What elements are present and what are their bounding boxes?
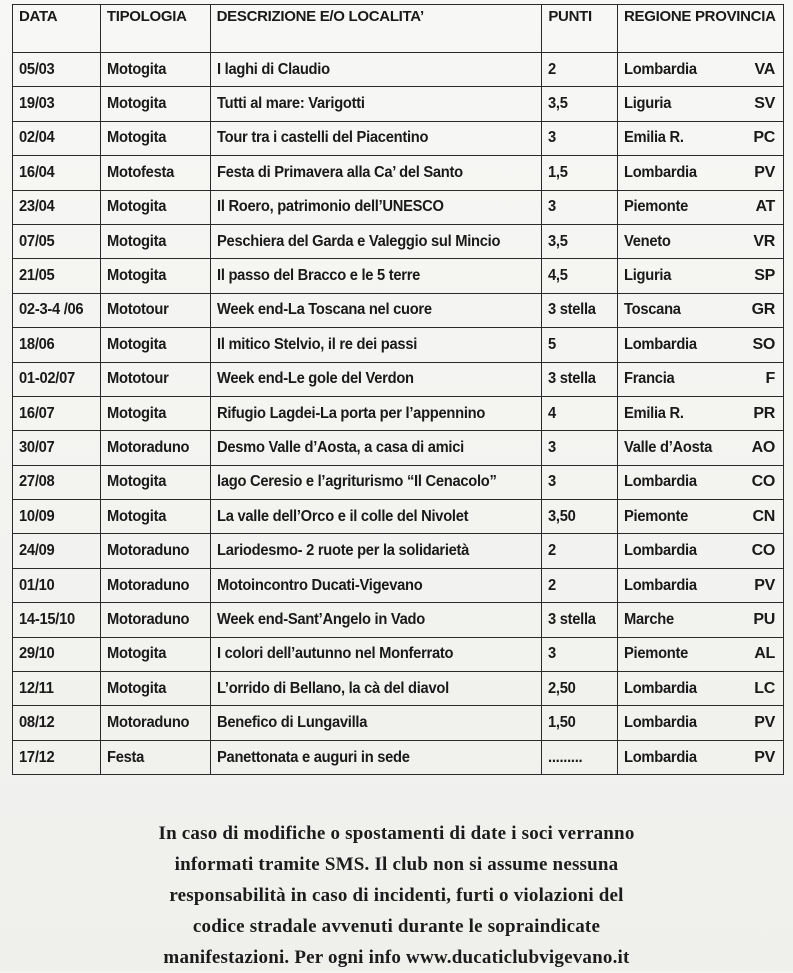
cell-date-text: 19/03 [19, 95, 55, 113]
cell-province: LC [754, 679, 775, 697]
table-row [13, 362, 784, 396]
table-row [13, 500, 784, 534]
cell-points [542, 465, 618, 499]
cell-type [100, 637, 210, 671]
cell-description [210, 672, 542, 706]
table-row [13, 53, 784, 87]
cell-type [100, 672, 210, 706]
cell-description [210, 362, 542, 396]
cell-type [100, 53, 210, 87]
cell-points [542, 534, 618, 568]
cell-type-text: Motoraduno [106, 714, 190, 732]
cell-province: GR [751, 301, 775, 319]
cell-type-text: Motogita [106, 335, 166, 353]
table-row [13, 706, 784, 740]
header-date: DATA [13, 5, 101, 53]
table-row [13, 672, 784, 706]
cell-points [542, 568, 618, 602]
cell-type [100, 190, 210, 224]
cell-type-text: Motogita [106, 507, 166, 525]
note-line: informati tramite SMS. Il club non si assume nessuna [174, 854, 619, 875]
cell-province: AL [754, 645, 775, 663]
cell-points [542, 740, 618, 774]
cell-date [13, 740, 101, 774]
cell-description [210, 706, 542, 740]
cell-type [100, 740, 210, 774]
cell-description-text: Il mitico Stelvio, il re dei passi [216, 335, 417, 353]
table-row [13, 293, 784, 327]
header-description: DESCRIZIONE E/O LOCALITA’ [210, 5, 542, 53]
cell-date-text: 05/03 [19, 60, 55, 78]
events-table [12, 4, 784, 775]
cell-region: Lombardia [624, 335, 697, 353]
cell-type-text: Mototour [106, 370, 169, 388]
cell-region: Lombardia [624, 163, 697, 181]
table-row [13, 431, 784, 465]
cell-type-text: Motoraduno [106, 576, 190, 594]
cell-description [210, 534, 542, 568]
cell-type [100, 87, 210, 121]
cell-type [100, 293, 210, 327]
cell-description [210, 224, 542, 258]
cell-points [542, 396, 618, 430]
cell-type-text: Motogita [106, 404, 166, 422]
cell-description-text: I colori dell’autunno nel Monferrato [216, 645, 453, 663]
cell-description-text: lago Ceresio e l’agriturismo “Il Cenacolo” [216, 473, 497, 491]
cell-points-text: 2 [548, 60, 557, 78]
cell-province: AT [755, 198, 775, 216]
cell-points-text: 2,50 [548, 679, 576, 697]
cell-type-text: Motogita [106, 95, 166, 113]
cell-date [13, 672, 101, 706]
cell-type [100, 121, 210, 155]
cell-province: PV [754, 163, 775, 181]
cell-date-text: 30/07 [19, 438, 55, 456]
table-row [13, 740, 784, 774]
cell-date [13, 121, 101, 155]
cell-description [210, 396, 542, 430]
cell-date-text: 16/07 [19, 404, 55, 422]
cell-points-text: 2 [548, 542, 557, 560]
cell-points-text: 4,5 [548, 267, 568, 285]
cell-region: Lombardia [624, 60, 697, 78]
note-line: manifestazioni. Per ogni info www.ducaticlubvigevano.it [163, 947, 630, 968]
cell-date [13, 431, 101, 465]
cell-type-text: Motogita [106, 198, 166, 216]
cell-region-province [618, 740, 784, 774]
cell-description [210, 190, 542, 224]
cell-region-province [618, 603, 784, 637]
cell-date [13, 637, 101, 671]
cell-type [100, 156, 210, 190]
table-body [13, 53, 784, 775]
cell-description-text: Benefico di Lungavilla [216, 714, 367, 732]
table-row [13, 224, 784, 258]
cell-region: Toscana [624, 301, 681, 319]
table-row [13, 603, 784, 637]
cell-description-text: Week end-Le gole del Verdon [216, 370, 414, 388]
cell-type-text: Motogita [106, 645, 166, 663]
cell-province: CN [752, 507, 775, 525]
cell-region-province [618, 293, 784, 327]
cell-description [210, 259, 542, 293]
cell-description-text: Motoincontro Ducati-Vigevano [216, 576, 423, 594]
cell-points [542, 87, 618, 121]
cell-description [210, 53, 542, 87]
cell-date-text: 02-3-4 /06 [19, 301, 84, 319]
cell-region: Lombardia [624, 542, 697, 560]
cell-province: VA [754, 60, 775, 78]
cell-region: Francia [624, 370, 675, 388]
cell-points-text: 3 [548, 473, 557, 491]
cell-points-text: 5 [548, 335, 557, 353]
cell-type-text: Motoraduno [106, 542, 190, 560]
cell-description-text: Il passo del Bracco e le 5 terre [216, 267, 420, 285]
cell-date [13, 87, 101, 121]
cell-points-text: 3 [548, 129, 557, 147]
cell-type-text: Festa [106, 748, 144, 766]
cell-description-text: La valle dell’Orco e il colle del Nivolet [216, 507, 468, 525]
cell-description [210, 637, 542, 671]
cell-type [100, 259, 210, 293]
table-row [13, 190, 784, 224]
cell-region-province [618, 500, 784, 534]
cell-date-text: 07/05 [19, 232, 55, 250]
cell-type [100, 396, 210, 430]
cell-description-text: Rifugio Lagdei-La porta per l’appennino [216, 404, 485, 422]
cell-points [542, 500, 618, 534]
cell-description-text: Desmo Valle d’Aosta, a casa di amici [216, 438, 464, 456]
cell-region: Liguria [624, 95, 672, 113]
cell-region-province [618, 87, 784, 121]
cell-region: Piemonte [624, 198, 689, 216]
table-row [13, 156, 784, 190]
cell-date [13, 190, 101, 224]
cell-type-text: Motogita [106, 129, 166, 147]
cell-province: CO [751, 473, 775, 491]
cell-points [542, 156, 618, 190]
cell-region-province [618, 121, 784, 155]
cell-description [210, 87, 542, 121]
table-row [13, 87, 784, 121]
cell-region-province [618, 706, 784, 740]
cell-region-province [618, 259, 784, 293]
cell-points-text: ......... [548, 748, 583, 766]
cell-points-text: 3 stella [548, 610, 597, 628]
cell-region-province [618, 672, 784, 706]
cell-region-province [618, 362, 784, 396]
cell-region-province [618, 465, 784, 499]
cell-province: PR [753, 404, 775, 422]
cell-region: Lombardia [624, 473, 697, 491]
cell-description [210, 568, 542, 602]
cell-date [13, 259, 101, 293]
cell-type-text: Motogita [106, 60, 166, 78]
cell-type [100, 603, 210, 637]
cell-date-text: 18/06 [19, 335, 55, 353]
cell-type [100, 362, 210, 396]
cell-description-text: Week end-Sant’Angelo in Vado [216, 610, 425, 628]
cell-date [13, 706, 101, 740]
cell-region: Piemonte [624, 507, 689, 525]
cell-points-text: 3 [548, 198, 557, 216]
cell-description-text: Lariodesmo- 2 ruote per la solidarietà [216, 542, 469, 560]
cell-date-text: 29/10 [19, 645, 55, 663]
cell-points [542, 637, 618, 671]
cell-province: CO [751, 542, 775, 560]
table-row [13, 534, 784, 568]
cell-date-text: 10/09 [19, 507, 55, 525]
cell-description-text: L’orrido di Bellano, la cà del diavol [216, 679, 449, 697]
cell-points [542, 293, 618, 327]
cell-points-text: 1,5 [548, 163, 568, 181]
table-header-row [13, 5, 784, 53]
cell-province: PV [754, 576, 775, 594]
cell-date [13, 328, 101, 362]
cell-points-text: 2 [548, 576, 557, 594]
cell-type [100, 431, 210, 465]
cell-date-text: 23/04 [19, 198, 55, 216]
cell-points [542, 53, 618, 87]
cell-province: AO [751, 438, 775, 456]
cell-description-text: I laghi di Claudio [216, 60, 330, 78]
cell-description [210, 156, 542, 190]
cell-description-text: Il Roero, patrimonio dell’UNESCO [216, 198, 444, 216]
cell-date-text: 16/04 [19, 163, 55, 181]
cell-date-text: 17/12 [19, 748, 55, 766]
cell-province: VR [753, 232, 775, 250]
cell-region-province [618, 224, 784, 258]
cell-date-text: 21/05 [19, 267, 55, 285]
cell-type [100, 465, 210, 499]
cell-description [210, 293, 542, 327]
cell-region-province [618, 637, 784, 671]
cell-date [13, 396, 101, 430]
cell-region: Lombardia [624, 714, 697, 732]
cell-points [542, 706, 618, 740]
cell-points [542, 328, 618, 362]
cell-type-text: Motogita [106, 267, 166, 285]
cell-region: Piemonte [624, 645, 689, 663]
cell-description-text: Week end-La Toscana nel cuore [216, 301, 432, 319]
cell-type [100, 706, 210, 740]
header-points: PUNTI [542, 5, 618, 53]
note-line: In caso di modifiche o spostamenti di date i soci verranno [158, 823, 635, 844]
cell-points-text: 3,50 [548, 507, 576, 525]
cell-province: PV [754, 748, 775, 766]
cell-province: SO [752, 335, 775, 353]
cell-date [13, 500, 101, 534]
cell-type [100, 534, 210, 568]
cell-date [13, 53, 101, 87]
cell-region-province [618, 568, 784, 602]
cell-date [13, 156, 101, 190]
cell-type [100, 500, 210, 534]
cell-points [542, 224, 618, 258]
cell-region-province [618, 396, 784, 430]
cell-region: Veneto [624, 232, 671, 250]
cell-points [542, 362, 618, 396]
cell-region: Emilia R. [624, 404, 684, 422]
cell-date [13, 362, 101, 396]
cell-description [210, 121, 542, 155]
cell-region: Marche [624, 610, 674, 628]
cell-description-text: Tutti al mare: Varigotti [216, 95, 365, 113]
cell-region: Lombardia [624, 576, 697, 594]
cell-province: PU [753, 610, 775, 628]
cell-region-province [618, 534, 784, 568]
cell-date-text: 27/08 [19, 473, 55, 491]
cell-province: F [765, 370, 775, 388]
cell-points-text: 3 [548, 438, 557, 456]
cell-points-text: 3 stella [548, 370, 597, 388]
cell-date [13, 293, 101, 327]
cell-points-text: 1,50 [548, 714, 576, 732]
cell-type [100, 328, 210, 362]
cell-points [542, 259, 618, 293]
cell-points [542, 431, 618, 465]
cell-description-text: Festa di Primavera alla Ca’ del Santo [216, 163, 463, 181]
cell-description [210, 465, 542, 499]
cell-description [210, 328, 542, 362]
footer-note [40, 818, 753, 973]
cell-type [100, 568, 210, 602]
cell-region: Liguria [624, 267, 672, 285]
cell-province: PC [753, 129, 775, 147]
cell-region-province [618, 328, 784, 362]
cell-date-text: 01-02/07 [19, 370, 75, 388]
cell-description [210, 500, 542, 534]
cell-region: Emilia R. [624, 129, 684, 147]
cell-date-text: 12/11 [19, 679, 54, 697]
cell-type-text: Motoraduno [106, 438, 190, 456]
note-line: responsabilità in caso di incidenti, furti o violazioni del [169, 885, 624, 906]
cell-points-text: 3 stella [548, 301, 597, 319]
cell-description-text: Panettonata e auguri in sede [216, 748, 410, 766]
cell-date [13, 465, 101, 499]
cell-date-text: 02/04 [19, 129, 55, 147]
table-row [13, 568, 784, 602]
header-type: TIPOLOGIA [100, 5, 210, 53]
cell-region-province [618, 431, 784, 465]
cell-type-text: Motofesta [106, 163, 174, 181]
cell-points-text: 3,5 [548, 232, 568, 250]
note-line: codice stradale avvenuti durante le sopraindicate [192, 916, 601, 937]
header-region-province: REGIONE PROVINCIA [618, 5, 784, 53]
table-row [13, 637, 784, 671]
cell-points [542, 190, 618, 224]
cell-description [210, 603, 542, 637]
cell-points [542, 672, 618, 706]
cell-points-text: 4 [548, 404, 557, 422]
cell-points-text: 3,5 [548, 95, 568, 113]
cell-type-text: Motogita [106, 232, 166, 250]
cell-points [542, 603, 618, 637]
table-row [13, 259, 784, 293]
table-row [13, 121, 784, 155]
cell-region: Lombardia [624, 748, 697, 766]
cell-date [13, 568, 101, 602]
cell-region: Valle d’Aosta [624, 438, 713, 456]
cell-date-text: 24/09 [19, 542, 55, 560]
cell-date [13, 224, 101, 258]
cell-type-text: Motogita [106, 473, 166, 491]
cell-points [542, 121, 618, 155]
table-row [13, 328, 784, 362]
table-row [13, 396, 784, 430]
cell-date-text: 08/12 [19, 714, 55, 732]
cell-date-text: 01/10 [19, 576, 55, 594]
cell-date-text: 14-15/10 [19, 610, 75, 628]
table-row [13, 465, 784, 499]
cell-points-text: 3 [548, 645, 557, 663]
cell-type-text: Mototour [106, 301, 169, 319]
cell-province: PV [754, 714, 775, 732]
cell-region: Lombardia [624, 679, 697, 697]
cell-type [100, 224, 210, 258]
cell-description-text: Tour tra i castelli del Piacentino [216, 129, 428, 147]
cell-description [210, 740, 542, 774]
cell-date [13, 603, 101, 637]
cell-region-province [618, 156, 784, 190]
cell-description [210, 431, 542, 465]
cell-province: SV [754, 95, 775, 113]
cell-type-text: Motogita [106, 679, 166, 697]
cell-date [13, 534, 101, 568]
cell-region-province [618, 190, 784, 224]
cell-type-text: Motoraduno [106, 610, 190, 628]
cell-region-province [618, 53, 784, 87]
cell-province: SP [754, 267, 775, 285]
cell-description-text: Peschiera del Garda e Valeggio sul Mincio [216, 232, 500, 250]
